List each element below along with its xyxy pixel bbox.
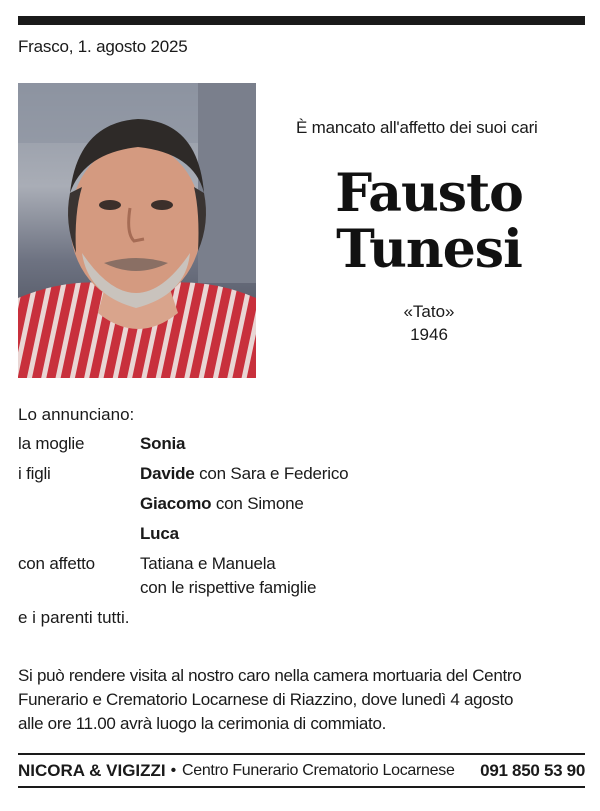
child-1	[140, 464, 348, 484]
funeral-home-brand: NICORA & VIGIZZI	[18, 761, 166, 780]
affection-families: con le rispettive famiglie	[140, 578, 317, 597]
birth-year: 1946	[410, 325, 448, 344]
relatives-closing: e i parenti tutti.	[18, 608, 130, 627]
nickname: «Tato»	[403, 302, 455, 321]
visitation-notice	[18, 664, 588, 736]
footer-bottom-rule	[18, 786, 585, 788]
child-3	[140, 524, 179, 544]
footer	[18, 760, 585, 782]
first-name: Fausto	[335, 163, 523, 224]
wife-first-name: Sonia	[140, 434, 186, 453]
relation-wife: la moglie	[18, 434, 85, 453]
phone-number[interactable]: 091 850 53 90	[480, 761, 585, 780]
bullet-separator: •	[170, 762, 176, 779]
wife-name	[140, 434, 185, 454]
dateline: Frasco, 1. agosto 2025	[18, 37, 188, 56]
top-rule	[18, 16, 585, 25]
child-2-family: con Simone	[215, 494, 304, 513]
child-2	[140, 494, 304, 514]
child-1-name: Davide	[140, 464, 195, 483]
relation-children: i figli	[18, 464, 51, 483]
last-name: Tunesi	[336, 219, 522, 280]
intro-text: È mancato all'affetto dei suoi cari	[296, 118, 538, 137]
relation-affection: con affetto	[18, 554, 95, 573]
affection-names: Tatiana e Manuela	[140, 554, 276, 573]
funeral-home-description: Centro Funerario Crematorio Locarnese	[181, 762, 455, 779]
announce-heading: Lo annunciano:	[18, 405, 135, 424]
visitation-line-3: alle ore 11.00 avrà luogo la cerimonia di commiato.	[18, 714, 387, 733]
visitation-line-2: Funerario e Crematorio Locarnese di Riazzino, dove lunedì 4 agosto	[18, 690, 514, 709]
child-2-name: Giacomo	[140, 494, 212, 513]
child-3-name: Luca	[140, 524, 179, 543]
child-1-family: con Sara e Federico	[199, 464, 349, 483]
visitation-line-1: Si può rendere visita al nostro caro nella camera mortuaria del Centro	[18, 666, 522, 685]
footer-top-rule	[18, 753, 585, 755]
portrait-photo	[18, 83, 256, 378]
